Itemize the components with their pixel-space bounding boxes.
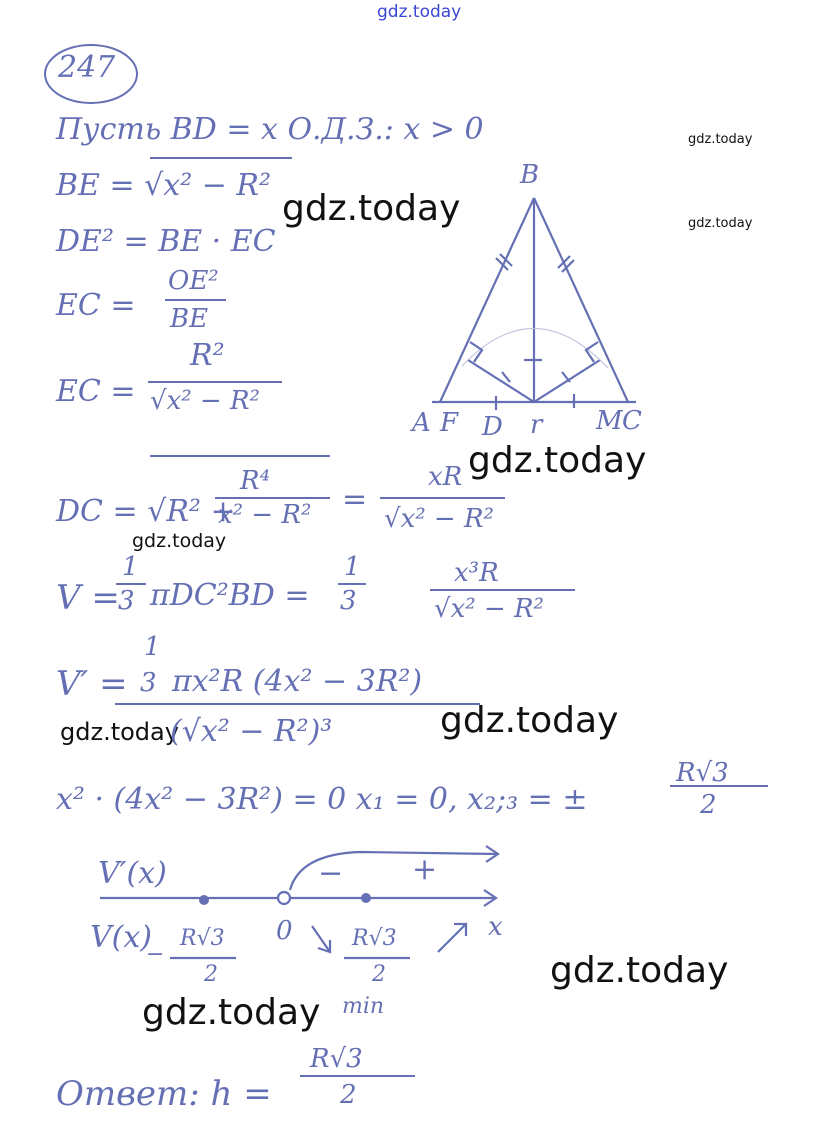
line-7-frac-den: 3 — [118, 586, 135, 616]
line-2: BE = √x² − R² — [56, 168, 272, 203]
v-prime-label: V′(x) — [98, 856, 167, 891]
line-3: DE² = BE · EC — [56, 224, 276, 259]
watermark-big-1: gdz.today — [282, 188, 461, 229]
watermark-big-3: gdz.today — [440, 700, 619, 741]
line-7-frac2-den: 3 — [340, 586, 357, 616]
left-point-num: R√3 — [180, 926, 225, 951]
increasing-arrow — [438, 924, 466, 952]
right-point-den: 2 — [372, 962, 386, 987]
vertex-a: A — [412, 408, 431, 438]
watermark-big-5: gdz.today — [142, 992, 321, 1033]
line-1: Пусть BD = x О.Д.З.: x > 0 — [56, 112, 484, 147]
line-6-denominator: x² − R² — [218, 500, 312, 530]
zero-label: 0 — [276, 916, 293, 946]
plus-sign: + — [412, 852, 438, 887]
zero-point — [278, 892, 290, 904]
line-6-numerator: R⁴ — [240, 466, 270, 496]
watermark-small-1: gdz.today — [688, 132, 753, 147]
line-4-lhs: EC = — [56, 288, 136, 323]
watermark-mid-2: gdz.today — [60, 718, 179, 746]
vertex-c: C — [622, 406, 642, 436]
answer-lhs: Ответ: h = — [56, 1074, 272, 1114]
right-critical-point — [361, 893, 371, 903]
line-9-numerator: R√3 — [676, 758, 729, 788]
point-f: F — [440, 408, 459, 438]
min-label: min — [342, 994, 385, 1019]
label-r: r — [530, 410, 543, 440]
line-8-denominator: (√x² − R²)³ — [170, 714, 333, 749]
line-9-denominator: 2 — [700, 790, 717, 820]
left-point-den: 2 — [204, 962, 218, 987]
v-label: V(x) — [90, 920, 152, 955]
line-7-denominator-2: √x² − R² — [434, 594, 544, 624]
line-7-middle: πDC²BD = — [150, 578, 310, 613]
watermark-big-4: gdz.today — [550, 950, 729, 991]
watermark-mid-1: gdz.today — [132, 530, 227, 552]
line-5-denominator: √x² − R² — [150, 386, 260, 416]
line-7-frac2-num: 1 — [344, 552, 361, 582]
watermark-small-2: gdz.today — [688, 216, 753, 231]
line-6-numerator-2: xR — [428, 462, 463, 492]
line-6-lhs: DC = √R² + — [56, 494, 236, 529]
line-8-lhs: V′ = — [56, 664, 128, 704]
watermark-top: gdz.today — [377, 2, 462, 22]
left-critical-point — [199, 895, 209, 905]
watermark-big-2: gdz.today — [468, 440, 647, 481]
right-point-num: R√3 — [352, 926, 397, 951]
line-7-lhs: V = — [56, 578, 120, 618]
line-8-frac-den-3: 3 — [140, 668, 157, 698]
answer-denominator: 2 — [340, 1080, 357, 1110]
left-point-sign: − — [146, 942, 165, 967]
line-9: x² · (4x² − 3R²) = 0 x₁ = 0, x₂;₃ = ± — [56, 782, 588, 817]
axis-label: x — [488, 912, 503, 942]
line-5-numerator: R² — [190, 338, 225, 373]
line-8-numerator: πx²R (4x² − 3R²) — [172, 664, 423, 699]
point-m: M — [596, 406, 623, 436]
minus-sign: − — [318, 856, 344, 891]
line-6-equals: = — [342, 482, 368, 517]
problem-number: 247 — [58, 50, 116, 85]
point-d: D — [482, 412, 503, 442]
line-5-lhs: EC = — [56, 374, 136, 409]
line-6-denominator-2: √x² − R² — [384, 504, 494, 534]
line-8-frac-num: 1 — [144, 632, 161, 662]
vertex-b: B — [520, 160, 540, 190]
line-7-numerator-2: x³R — [454, 558, 499, 588]
line-7-frac-num: 1 — [122, 552, 139, 582]
line-4-numerator: OE² — [168, 266, 219, 296]
line-4-denominator: BE — [170, 304, 209, 334]
answer-numerator: R√3 — [310, 1044, 363, 1074]
